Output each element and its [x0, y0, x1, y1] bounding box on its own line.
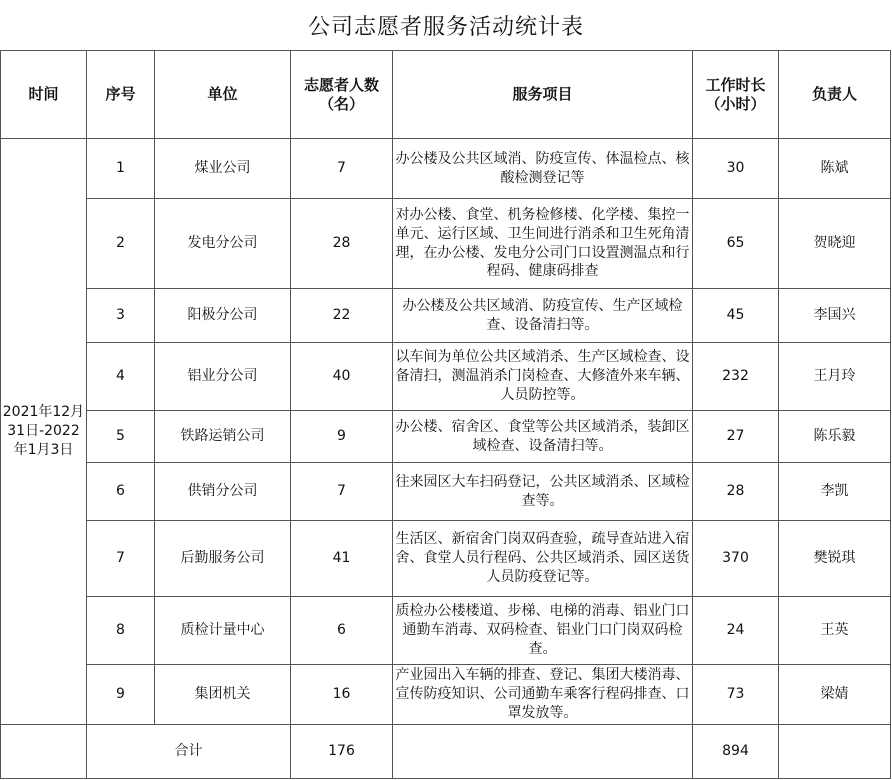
row-leader: 梁婧: [779, 665, 891, 725]
row-service: 办公楼及公共区域消、防疫宣传、体温检点、核酸检测登记等: [393, 139, 693, 199]
row-leader: 陈斌: [779, 139, 891, 199]
row-seq: 2: [87, 199, 155, 289]
table-row: [1, 597, 891, 665]
table-row: [1, 665, 891, 725]
row-seq: 6: [87, 463, 155, 521]
row-service: 办公楼及公共区域消、防疫宣传、生产区域检查、设备清扫等。: [393, 289, 693, 343]
row-hours: 30: [693, 139, 779, 199]
row-volunteers: 40: [291, 343, 393, 411]
row-unit: 铁路运销公司: [155, 411, 291, 463]
row-hours: 27: [693, 411, 779, 463]
table-row: [1, 463, 891, 521]
header-unit: 单位: [155, 51, 291, 139]
row-volunteers: 9: [291, 411, 393, 463]
row-leader: 李国兴: [779, 289, 891, 343]
total-empty-cell: [1, 725, 87, 779]
row-volunteers: 7: [291, 139, 393, 199]
table-row: [1, 343, 891, 411]
row-hours: 73: [693, 665, 779, 725]
date-line: 年1月3日: [13, 441, 74, 458]
header-hours-line1: 工作时长: [705, 75, 766, 94]
row-seq: 9: [87, 665, 155, 725]
header-hours: [693, 51, 779, 139]
row-unit: 煤业公司: [155, 139, 291, 199]
row-unit: 阳极分公司: [155, 289, 291, 343]
table-row: [1, 289, 891, 343]
row-unit: 发电分公司: [155, 199, 291, 289]
row-volunteers: 28: [291, 199, 393, 289]
row-leader: 樊锐琪: [779, 521, 891, 597]
row-service: 生活区、新宿舍门岗双码查验，疏导查站进入宿舍、食堂人员行程码、公共区域消杀、园区送货人员防疫登记等。: [393, 521, 693, 597]
row-unit: 后勤服务公司: [155, 521, 291, 597]
total-row: [1, 725, 891, 779]
total-label: 合计: [87, 725, 291, 779]
row-volunteers: 6: [291, 597, 393, 665]
header-volunteers-line1: 志愿者人数: [303, 75, 379, 94]
row-hours: 24: [693, 597, 779, 665]
header-seq: 序号: [87, 51, 155, 139]
total-leader-empty: [779, 725, 891, 779]
row-hours: 28: [693, 463, 779, 521]
row-unit: 铝业分公司: [155, 343, 291, 411]
row-unit: 质检计量中心: [155, 597, 291, 665]
total-hours: 894: [693, 725, 779, 779]
row-volunteers: 16: [291, 665, 393, 725]
date-line: 31日-2022: [7, 423, 80, 440]
table-row: [1, 199, 891, 289]
date-range-cell: [1, 139, 87, 725]
row-leader: 陈乐毅: [779, 411, 891, 463]
row-hours: 45: [693, 289, 779, 343]
header-leader: 负责人: [779, 51, 891, 139]
row-hours: 65: [693, 199, 779, 289]
table-row: [1, 521, 891, 597]
total-service-empty: [393, 725, 693, 779]
row-seq: 3: [87, 289, 155, 343]
total-volunteers: 176: [291, 725, 393, 779]
row-leader: 贺晓迎: [779, 199, 891, 289]
header-time: 时间: [1, 51, 87, 139]
row-hours: 232: [693, 343, 779, 411]
header-service: 服务项目: [393, 51, 693, 139]
row-volunteers: 22: [291, 289, 393, 343]
row-leader: 李凯: [779, 463, 891, 521]
row-service: 以车间为单位公共区域消杀、生产区域检查、设备清扫，测温消杀门岗检查、大修渣外来车辆、人员防控等。: [393, 343, 693, 411]
header-hours-line2: （小时）: [705, 94, 766, 113]
row-seq: 1: [87, 139, 155, 199]
date-line: 2021年12月: [2, 404, 85, 421]
row-unit: 供销分公司: [155, 463, 291, 521]
row-seq: 4: [87, 343, 155, 411]
header-volunteers-line2: （名）: [318, 94, 364, 113]
row-service: 对办公楼、食堂、机务检修楼、化学楼、集控一单元、运行区域、卫生间进行消杀和卫生死角清理，在办公楼、发电分公司门口设置测温点和行程码、健康码排查: [393, 199, 693, 289]
row-seq: 5: [87, 411, 155, 463]
row-service: 往来园区大车扫码登记，公共区域消杀、区域检查等。: [393, 463, 693, 521]
row-hours: 370: [693, 521, 779, 597]
table-row: [1, 139, 891, 199]
row-service: 办公楼、宿舍区、食堂等公共区域消杀，装卸区域检查、设备清扫等。: [393, 411, 693, 463]
row-leader: 王月玲: [779, 343, 891, 411]
sheet-title: 公司志愿者服务活动统计表: [307, 14, 584, 40]
table-row: [1, 411, 891, 463]
statistics-table: [0, 50, 891, 779]
row-service: 产业园出入车辆的排查、登记、集团大楼消毒、宣传防疫知识、公司通勤车乘客行程码排查、口罩发放等。: [393, 665, 693, 725]
row-unit: 集团机关: [155, 665, 291, 725]
row-seq: 7: [87, 521, 155, 597]
row-volunteers: 7: [291, 463, 393, 521]
header-row: [1, 51, 891, 139]
row-seq: 8: [87, 597, 155, 665]
header-volunteers: [291, 51, 393, 139]
row-leader: 王英: [779, 597, 891, 665]
row-volunteers: 41: [291, 521, 393, 597]
row-service: 质检办公楼楼道、步梯、电梯的消毒、铝业门口通勤车消毒、双码检查、铝业门口门岗双码检查。: [393, 597, 693, 665]
